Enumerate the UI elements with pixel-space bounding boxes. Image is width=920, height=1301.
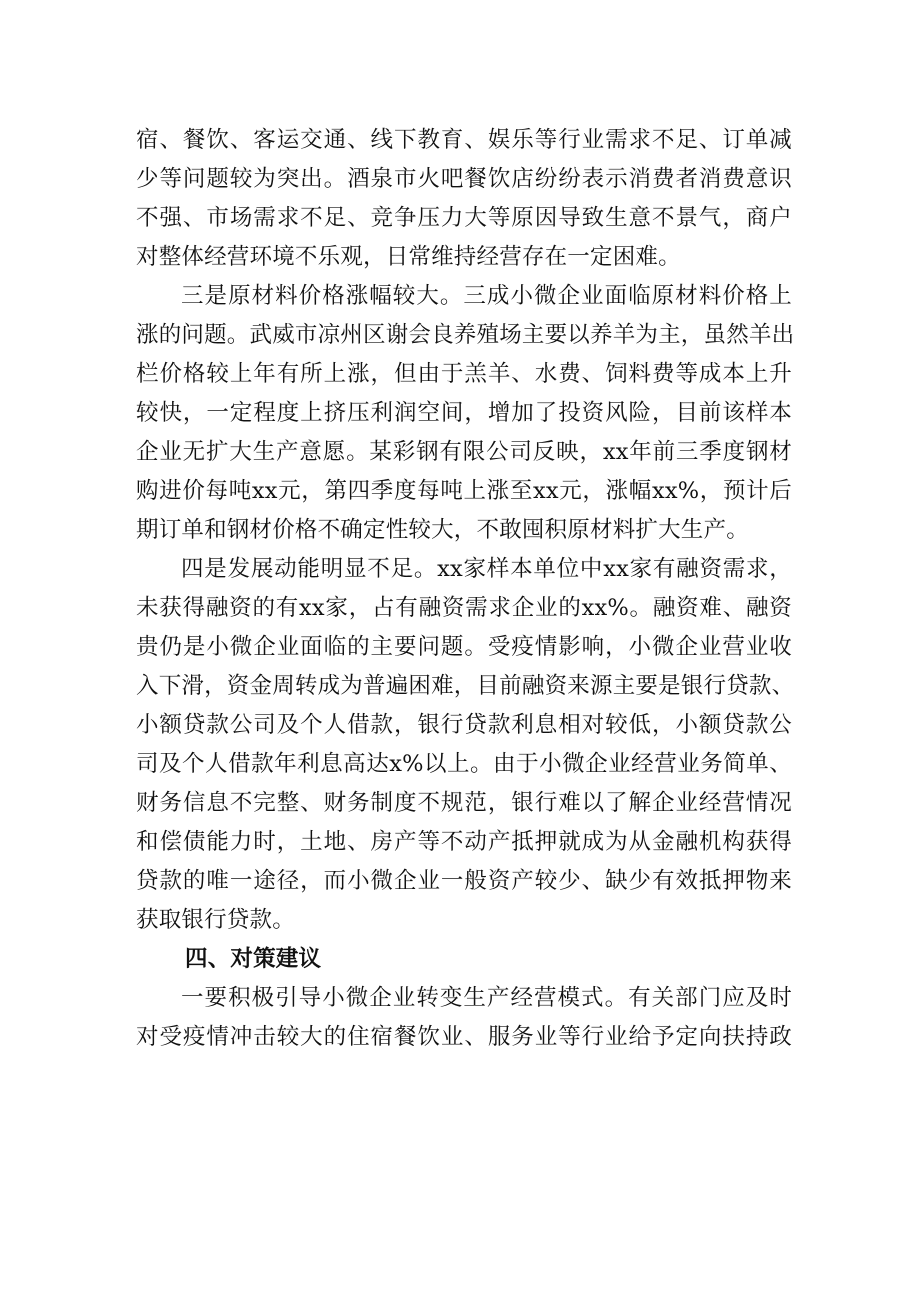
text-line: 一要积极引导小微企业转变生产经营模式。有关部门应及时 [181, 985, 792, 1011]
text-line: 较快，一定程度上挤压利润空间，增加了投资风险，目前该样本 [136, 400, 792, 426]
paragraph [136, 121, 792, 277]
text-line: 购进价每吨xx元，第四季度每吨上涨至xx元，涨幅xx%，预计后 [136, 478, 792, 504]
text-line: 司及个人借款年利息高达x%以上。由于小微企业经营业务简单、 [136, 751, 792, 777]
text-line: 涨的问题。武威市凉州区谢会良养殖场主要以养羊为主，虽然羊出 [136, 322, 795, 348]
text-line: 财务信息不完整、财务制度不规范，银行难以了解企业经营情况 [136, 790, 792, 816]
text-line: 入下滑，资金周转成为普遍困难，目前融资来源主要是银行贷款、 [136, 673, 795, 699]
text-line: 未获得融资的有xx家，占有融资需求企业的xx%。融资难、融资 [136, 595, 792, 621]
document-body [136, 121, 795, 1057]
text-line: 期订单和钢材价格不确定性较大，不敢囤积原材料扩大生产。 [136, 517, 749, 543]
text-line: 不强、市场需求不足、竞争压力大等原因导致生意不景气，商户 [136, 205, 792, 231]
paragraph [136, 277, 795, 550]
text-line: 宿、餐饮、客运交通、线下教育、娱乐等行业需求不足、订单减 [136, 127, 792, 153]
text-line: 对受疫情冲击较大的住宿餐饮业、服务业等行业给予定向扶持政 [136, 1024, 792, 1050]
text-line: 贷款的唯一途径，而小微企业一般资产较少、缺少有效抵押物来 [136, 868, 792, 894]
text-line: 小额贷款公司及个人借款，银行贷款利息相对较低，小额贷款公 [136, 712, 792, 738]
paragraph [136, 550, 795, 940]
text-line: 企业无扩大生产意愿。某彩钢有限公司反映，xx年前三季度钢材 [136, 439, 792, 465]
text-line: 贵仍是小微企业面临的主要问题。受疫情影响，小微企业营业收 [136, 634, 792, 660]
text-line: 四是发展动能明显不足。xx家样本单位中xx家有融资需求， [181, 556, 792, 582]
text-line: 栏价格较上年有所上涨，但由于羔羊、水费、饲料费等成本上升 [136, 361, 792, 387]
text-line: 获取银行贷款。 [136, 907, 295, 933]
text-line: 三是原材料价格涨幅较大。三成小微企业面临原材料价格上 [181, 283, 792, 309]
paragraph [136, 979, 792, 1057]
text-line: 少等问题较为突出。酒泉市火吧餐饮店纷纷表示消费者消费意识 [136, 166, 792, 192]
text-line: 和偿债能力时，土地、房产等不动产抵押就成为从金融机构获得 [136, 829, 792, 855]
text-line: 对整体经营环境不乐观，日常维持经营存在一定困难。 [136, 244, 681, 270]
section-heading: 四、对策建议 [185, 946, 322, 972]
